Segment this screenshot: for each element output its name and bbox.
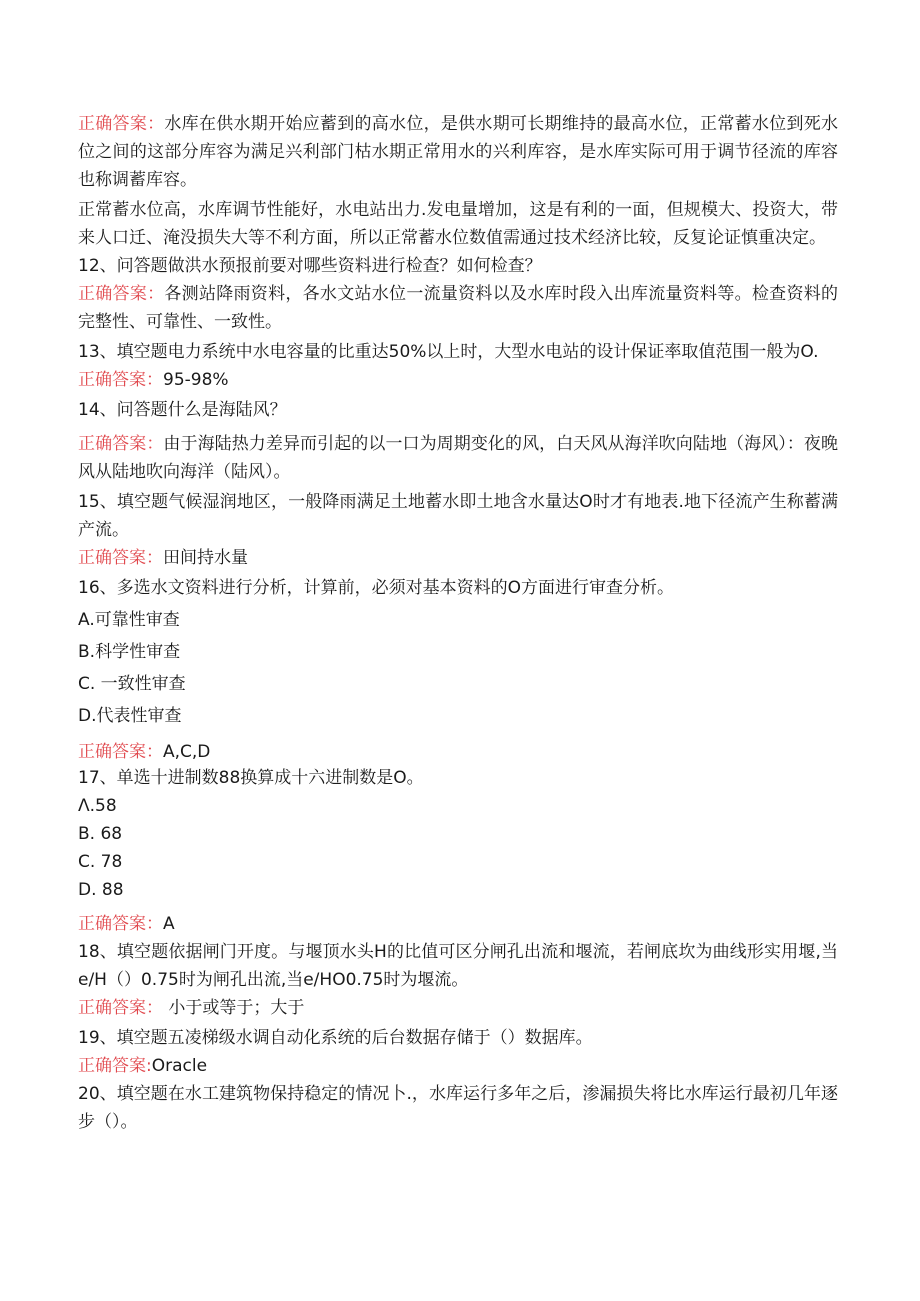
question-13: 13、填空题电力系统中水电容量的比重达50%以上时，大型水电站的设计保证率取值范围一般为O. bbox=[78, 342, 819, 362]
option-a: Λ.58 bbox=[78, 796, 117, 816]
answer-11-extra bbox=[78, 196, 838, 252]
answer-19 bbox=[78, 1054, 838, 1078]
question-16: 16、多选水文资料进行分析，计算前，必须对基本资料的O方面进行审查分析。 bbox=[78, 578, 675, 598]
option-c: C. 78 bbox=[78, 852, 123, 872]
answer-text: 各测站降雨资料，各水文站水位一流量资料以及水库时段入出库流量资料等。检查资料的完整性、可靠性、一致性。 bbox=[78, 284, 839, 332]
answer-text: 由于海陆热力差异而引起的以一口为周期变化的风，白天风从海洋吹向陆地（海风）：夜晚风从陆地吹向海洋（陆风）。 bbox=[78, 434, 839, 482]
answer-14 bbox=[78, 430, 838, 486]
answer-label: 正确答案： bbox=[78, 914, 163, 934]
answer-text: 95-98% bbox=[163, 370, 229, 390]
answer-16 bbox=[78, 740, 838, 764]
answer-label: 正确答案： bbox=[78, 284, 165, 304]
answer-text: 小于或等于；大于 bbox=[163, 998, 305, 1018]
question-20: 20、填空题在水工建筑物保持稳定的情况卜.，水库运行多年之后，渗漏损失将比水库运行最初几年逐步（）。 bbox=[78, 1084, 838, 1132]
answer-text: 水库在供水期开始应蓄到的高水位，是供水期可长期维持的最高水位，正常蓄水位到死水位之间的这部分库容为满足兴利部门枯水期正常用水的兴利库容，是水库实际可用于调节径流的库容也称调蓄库容。 bbox=[78, 114, 839, 190]
option-d: D. 88 bbox=[78, 880, 124, 900]
document-page bbox=[78, 110, 838, 1136]
answer-text: A bbox=[163, 914, 175, 934]
answer-label: 正确答案: bbox=[78, 1056, 152, 1076]
question-19: 19、填空题五凌梯级水调自动化系统的后台数据存储于（）数据库。 bbox=[78, 1028, 593, 1048]
answer-18 bbox=[78, 996, 838, 1020]
question-17: 17、单选十进制数88换算成十六进制数是O。 bbox=[78, 768, 424, 788]
answer-12 bbox=[78, 280, 838, 336]
answer-text: 正常蓄水位高，水库调节性能好，水电站出力.发电量增加，这是有利的一面，但规模大、投资大，带来人口迁、淹没损失大等不利方面，所以正常蓄水位数值需通过技术经济比较，反复论证慎重决定。 bbox=[78, 200, 838, 248]
answer-13 bbox=[78, 368, 838, 392]
answer-text: 田间持水量 bbox=[163, 548, 248, 568]
answer-label: 正确答案： bbox=[78, 370, 163, 390]
option-c: C. 一致性审查 bbox=[78, 674, 186, 694]
answer-15 bbox=[78, 546, 838, 570]
answer-label: 正确答案： bbox=[78, 998, 163, 1018]
question-12: 12、问答题做洪水预报前要对哪些资料进行检查？如何检查？ bbox=[78, 256, 542, 276]
answer-label: 正确答案： bbox=[78, 114, 165, 134]
option-a: A.可靠性审查 bbox=[78, 610, 180, 630]
answer-label: 正确答案： bbox=[78, 548, 163, 568]
answer-text: Oracle bbox=[151, 1056, 208, 1076]
question-15: 15、填空题气候湿润地区，一般降雨满足土地蓄水即土地含水量达O时才有地表.地下径流产生称蓄满产流。 bbox=[78, 492, 838, 540]
answer-text: A,C,D bbox=[163, 742, 211, 762]
answer-11 bbox=[78, 110, 838, 194]
option-b: B. 68 bbox=[78, 824, 123, 844]
question-18: 18、填空题依据闸门开度。与堰顶水头H的比值可区分闸孔出流和堰流，若闸底坎为曲线形实用堰,当e/H（）0.75时为闸孔出流,当e/HO0.75时为堰流。 bbox=[78, 942, 838, 990]
question-14: 14、问答题什么是海陆风？ bbox=[78, 400, 287, 420]
answer-label: 正确答案： bbox=[78, 434, 164, 454]
option-d: D.代表性审查 bbox=[78, 706, 182, 726]
answer-17 bbox=[78, 912, 838, 936]
option-b: B.科学性审查 bbox=[78, 642, 181, 662]
answer-label: 正确答案： bbox=[78, 742, 163, 762]
